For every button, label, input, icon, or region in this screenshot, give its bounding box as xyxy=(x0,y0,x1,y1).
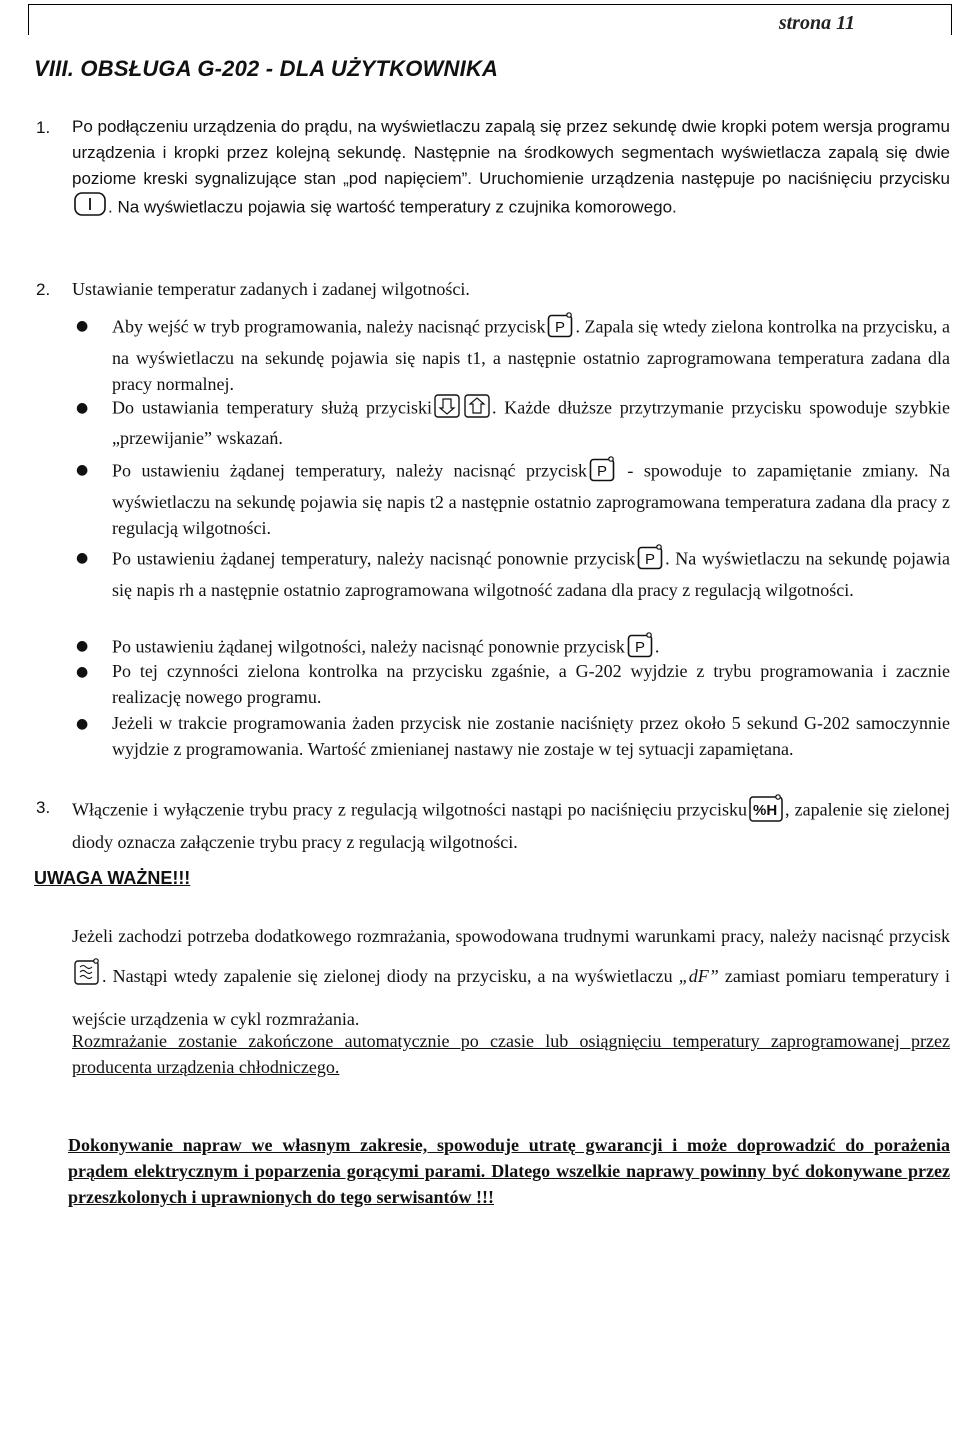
bullet-dot: ● xyxy=(76,400,89,416)
section-3-number: 3. xyxy=(36,798,51,817)
bullet-5: Po ustawieniu żądanej wilgotności, należy nacisnąć ponownie przycisk . xyxy=(112,632,950,665)
humidity-percent-h-button-icon xyxy=(749,794,783,829)
header-frame xyxy=(28,4,952,35)
bullet-2: Do ustawiania temperatury służą przyciski . Każde dłuższe przytrzymanie przycisku spowoduje szybkie „przewijanie” wskazań. xyxy=(112,394,950,451)
svg-text:%H: %H xyxy=(752,802,778,819)
section-title: VIII. OBSŁUGA G-202 - DLA UŻYTKOWNIKA xyxy=(34,56,499,81)
bullet-1: Aby wejść w tryb programowania, należy nacisnąć przycisk . Zapala się wtedy zielona kontrolka na przycisku, a na wyświetlaczu na sekundę pojawia się napis t1, a następnie ostatnio zaprogramowana temperatura zadana dla pracy normalnej. xyxy=(112,312,950,397)
warning-paragraph-3: Dokonywanie napraw we własnym zakresie, spowoduje utratę gwarancji i może doprowadzić do porażenia prądem elektrycznym i poparzenia gorącymi parami. Dlatego wszelkie naprawy powinny być dokonywane przez przeszkolonych i uprawnionych do tego serwisantów !!! xyxy=(68,1135,950,1207)
section-2-number: 2. xyxy=(36,280,51,299)
bullet-dot: ● xyxy=(76,462,89,478)
section-1-text: Po podłączeniu urządzenia do prądu, na wyświetlaczu zapalą się przez sekundę dwie kropki potem wersja programu urządzenia i kropki przez kolejną sekundę. Następnie na środkowych segmentach wyświetlacza zapalą się dwie poziome kreski sygnalizujące stan „pod napięciem”. Uruchomienie urządzenia następuje po naciśnięciu przycisku. Na wyświetlaczu pojawia się wartość temperatury z czujnika komorowego. xyxy=(72,114,950,224)
section-2-heading: Ustawianie temperatur zadanych i zadanej wilgotności. xyxy=(72,279,470,299)
page-number: strona 11 xyxy=(778,12,855,34)
warning-paragraph-2: Rozmrażanie zostanie zakończone automatycznie po czasie lub osiągnięciu temperatury zaprogramowanej przez producenta urządzenia chłodniczego. xyxy=(72,1031,950,1077)
defrost-button-icon xyxy=(74,957,100,999)
bullet-dot: ● xyxy=(76,716,89,732)
program-p-button-icon xyxy=(589,456,615,489)
warning-title: UWAGA WAŻNE!!! xyxy=(34,868,191,888)
section-1-number: 1. xyxy=(36,118,51,137)
program-p-button-icon xyxy=(547,312,573,345)
bullet-6: Po tej czynności zielona kontrolka na przycisku zgaśnie, a G-202 wyjdzie z trybu programowania i zacznie realizację nowego programu. xyxy=(112,661,950,707)
arrow-up-button-icon xyxy=(464,394,490,425)
arrow-down-button-icon xyxy=(434,394,460,425)
bullet-dot: ● xyxy=(76,550,89,566)
bullet-3: Po ustawieniu żądanej temperatury, należy nacisnąć przycisk - spowoduje to zapamiętanie zmiany. Na wyświetlaczu na sekundę pojawia się napis t2 a następnie ostatnio zaprogramowana temperatura zadana dla pracy z regulacją wilgotności. xyxy=(112,456,950,541)
warning-paragraph-1: Jeżeli zachodzi potrzeba dodatkowego rozmrażania, spowodowana trudnymi warunkami pracy, należy nacisnąć przycisk. Nastąpi wtedy zapalenie się zielonej diody na przycisku, a na wyświetlaczu „dF” zamiast pomiaru temperatury i wejście urządzenia w cykl rozmrażania. xyxy=(72,926,950,1029)
bullet-dot: ● xyxy=(76,638,89,654)
bullet-dot: ● xyxy=(76,318,89,334)
bullet-4: Po ustawieniu żądanej temperatury, należy nacisnąć ponownie przycisk . Na wyświetlaczu na sekundę pojawia się napis rh a następnie ostatnio zaprogramowana wilgotność zadana dla pracy z regulacją wilgotności. xyxy=(112,544,950,603)
program-p-button-icon xyxy=(637,544,663,577)
bullet-dot: ● xyxy=(76,664,89,680)
section-3-text: Włączenie i wyłączenie trybu pracy z regulacją wilgotności nastąpi po naciśnięciu przycisku %H , zapalenie się zielonej diody oznacza załączenie trybu pracy z regulacją wilgotności. xyxy=(72,794,950,855)
power-button-icon xyxy=(74,192,106,224)
bullet-7: Jeżeli w trakcie programowania żaden przycisk nie zostanie naciśnięty przez około 5 sekund G-202 samoczynnie wyjdzie z programowania. Wartość zmienianej nastawy nie zostaje w tej sytuacji zapamiętana. xyxy=(112,713,950,759)
